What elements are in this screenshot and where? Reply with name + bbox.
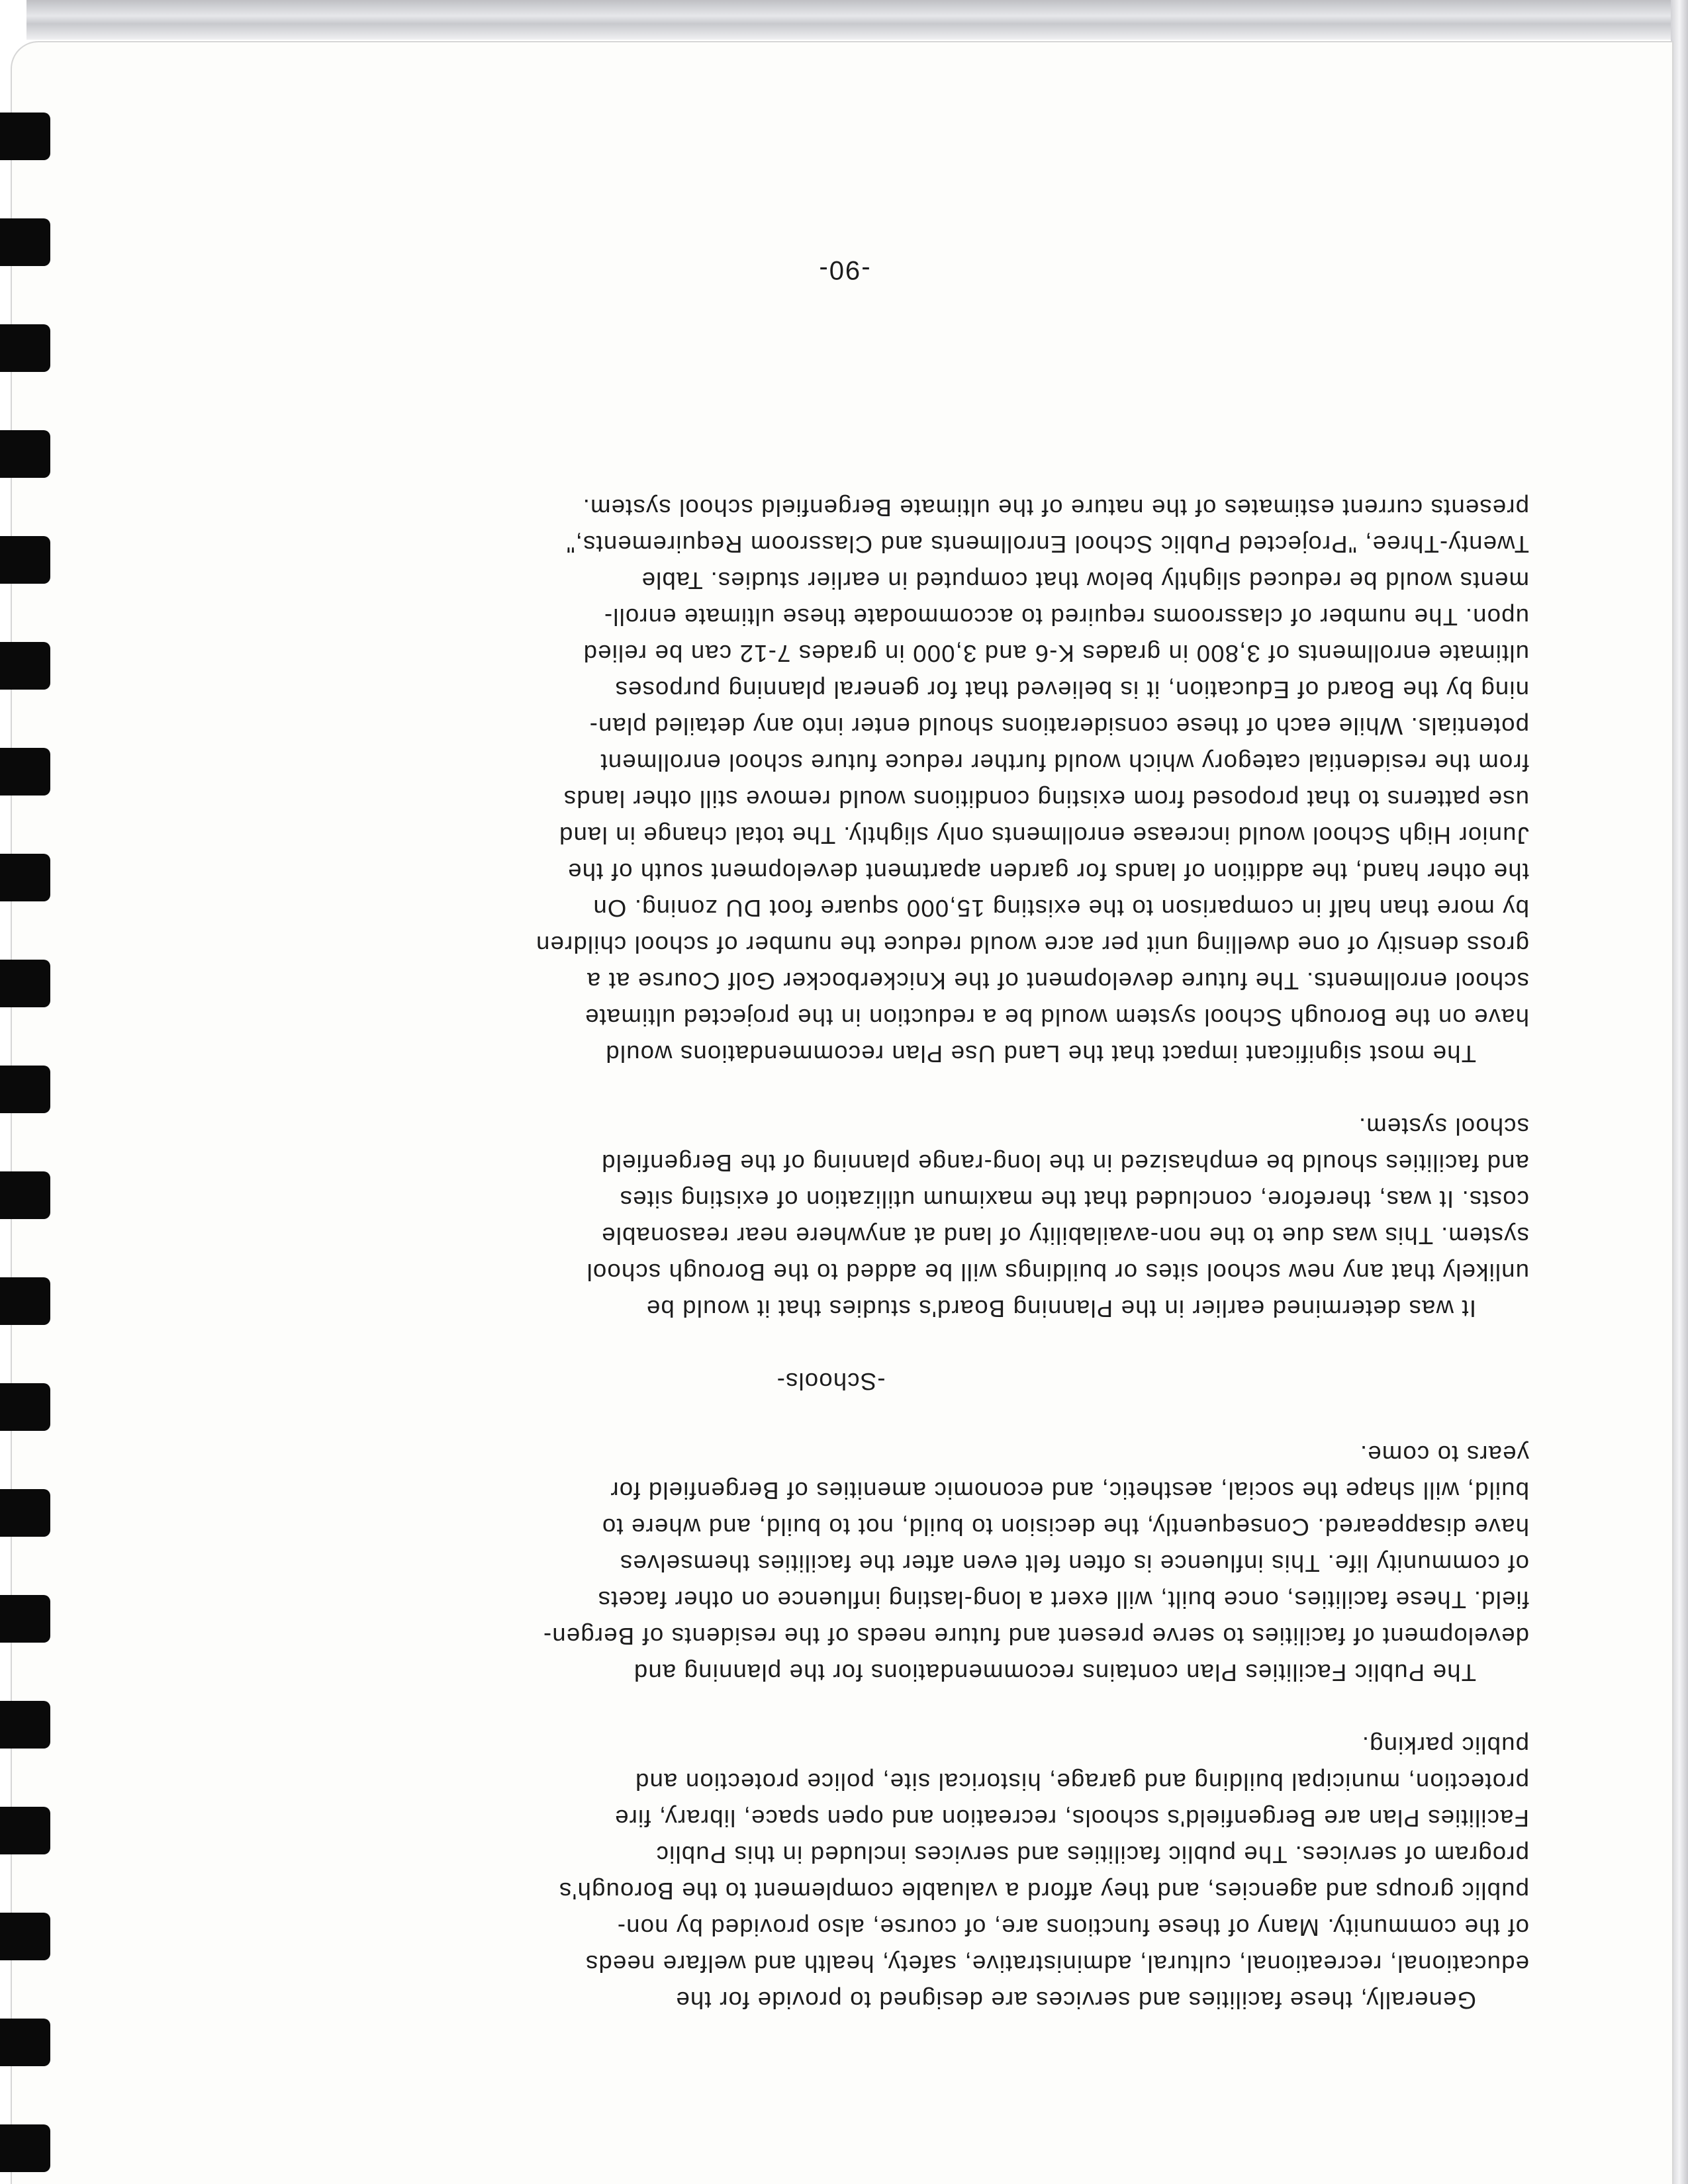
body-text (132, 490, 1529, 2019)
page-number: -90- (818, 255, 870, 285)
paragraph-school-sites: It was determined earlier in the Planning Board's studies that it would be unlikely that any new school sites or buildings will be added to the Borough school system. This was due to the non-availability of land at anywhere near reasonable costs. It was, therefore, concluded that the maximum utilization of existing sites and facilities should be emphasized in the long-range planning of the Bergenfield school system. (586, 1113, 1529, 1322)
paragraph-facilities-overview: Generally, these facilities and services are designed to provide for the educational, recreational, cultural, administrative, safety, health and welfare needs of the community. Many of these functions are, of course, also provided by non- public groups and agencies, and they afford a valuable complement to the Borough's program of services. The public facilities and services included in this Public Facilities Plan are Bergenfield's schools, recreation and open space, library, fire protection, municipal building and garage, historical site, police protection and public parking. (558, 1732, 1529, 2014)
paragraph-facilities-plan: The Public Facilities Plan contains recommendations for the planning and development of facilities to serve present and future needs of the residents of Bergen- field. These facilities, once built, will exert a long-lasting influence on other facets of community life. This influence is often felt even after the facilities themselves have disappeared. Consequently, the decision to build, not to build, and where to build, will shape the social, aesthetic, and economic amenities of Bergenfield for years to come. (542, 1441, 1529, 1686)
paragraph-enrollment-impact: The most significant impact that the Land Use Plan recommendations would have on the Borough School system would be a reduction in the projected ultimate school enrollments. The future development of the Knickerbocker Golf Course at a gross density of one dwelling unit per acre would reduce the number of school children by more than half in comparison to the existing 15,000 square foot DU zoning. On the other hand, the addition of lands for garden apartment development south of the Junior High School would increase enrollments only slightly. The total change in land use patterns to that proposed from existing conditions would remove still other lands from the residential category which would further reduce future school enrollment potentials. While each of these considerations should enter into any detailed plan- ning by the Board of Education, it is believed that for general planning purposes ultimate enrollments of 3,800 in grades K-6 and 3,000 in grades 7-12 can be relied upon. The number of classrooms required to accommodate these ultimate enroll- ments would be reduced slightly below that computed in earlier studies. Table Twenty-Three, "Projected Public School Enrollments and Classroom Requirements," presents current estimates of the nature of the ultimate Bergenfield school system. (535, 494, 1529, 1068)
section-heading-schools: -Schools- (776, 1368, 886, 1395)
